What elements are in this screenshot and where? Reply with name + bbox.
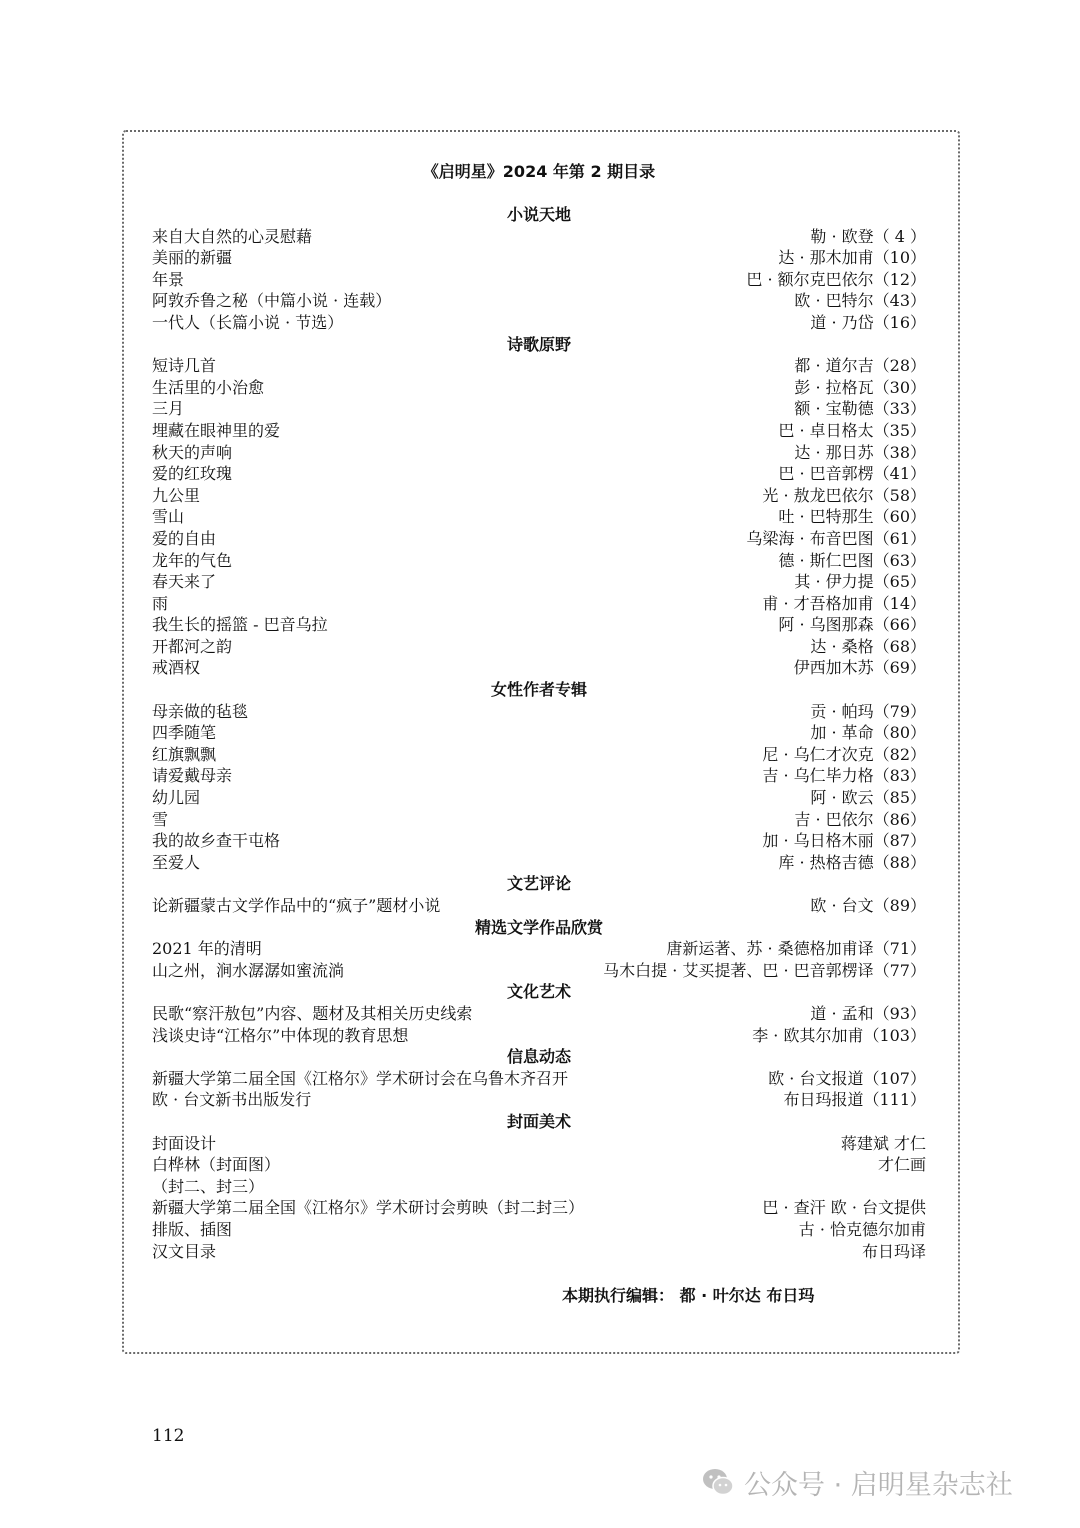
entry-author-page: 吐 · 巴特那生（60） — [778, 507, 926, 527]
entry-author-page: 古 · 恰克德尔加甫 — [798, 1219, 926, 1239]
section-heading: 诗歌原野 — [506, 334, 571, 354]
entry-title: 秋天的声响 — [152, 442, 233, 462]
entry-author-page: 马木白提 · 艾买提著、巴 · 巴音郭楞译（77） — [603, 960, 926, 980]
entry-author-page: 额 · 宝勒德（33） — [794, 399, 926, 419]
toc-entry — [152, 1089, 926, 1111]
toc-entry — [152, 614, 926, 636]
executive-editor-line: 本期执行编辑： 都 · 叶尔达 布日玛 — [562, 1286, 815, 1306]
entry-author-page: 尼 · 乌仁才次克（82） — [762, 744, 926, 764]
entry-author-page: 阿 · 乌图那森（66） — [778, 615, 926, 635]
section-heading: 封面美术 — [506, 1111, 571, 1131]
toc-entry — [152, 1003, 926, 1025]
toc-entry — [152, 657, 926, 679]
entry-title: 汉文目录 — [152, 1241, 217, 1261]
entry-title: 戒酒权 — [152, 658, 201, 678]
entry-author-page: 吉 · 巴依尔（86） — [794, 809, 926, 829]
entry-author-page: 欧 · 台文报道（107） — [768, 1068, 926, 1088]
toc-entry — [152, 895, 926, 917]
entry-title: 春天来了 — [152, 572, 217, 592]
entry-title: 生活里的小治愈 — [152, 377, 265, 397]
toc-entry — [152, 938, 926, 960]
entry-author-page: 道 · 孟和（93） — [810, 1003, 926, 1023]
toc-title: 《启明星》2024 年第 2 期目录 — [422, 162, 656, 181]
entry-title: 论新疆蒙古文学作品中的“疯子”题材小说 — [152, 896, 441, 915]
entry-title: 九公里 — [152, 485, 201, 505]
section-heading: 文化艺术 — [506, 982, 571, 1002]
toc-entry — [152, 398, 926, 420]
entry-title: 四季随笔 — [152, 723, 217, 743]
toc-entry — [152, 1133, 926, 1155]
toc-entry — [152, 377, 926, 399]
entry-author-page: 德 · 斯仁巴图（63） — [778, 550, 926, 570]
entry-author-page: 李 · 欧其尔加甫（103） — [752, 1025, 926, 1045]
entry-title: 民歌“察汗敖包”内容、题材及其相关历史线索 — [152, 1003, 473, 1023]
entry-title: 2021 年的清明 — [152, 939, 262, 959]
entry-author-page: 库 · 热格吉德（88） — [778, 852, 926, 872]
toc-entry — [152, 787, 926, 809]
entry-title: 埋藏在眼神里的爱 — [152, 420, 281, 440]
entry-title: 年景 — [152, 269, 185, 289]
entry-author-page: 都 · 道尔吉（28） — [794, 356, 926, 376]
entry-author-page: 蒋建斌 才仁 — [840, 1133, 926, 1153]
entry-title: 母亲做的毡毯 — [152, 701, 249, 721]
toc-entry — [152, 852, 926, 874]
toc-entry — [152, 765, 926, 787]
entry-author-page: 巴 · 额尔克巴依尔（12） — [746, 269, 926, 289]
toc-entry — [152, 528, 926, 550]
toc-entry — [152, 1241, 926, 1263]
toc-entry — [152, 1068, 926, 1090]
toc-entry — [152, 355, 926, 377]
toc-entry — [152, 809, 926, 831]
entry-author-page: 布日玛译 — [861, 1241, 926, 1261]
entry-author-page: 其 · 伊力提（65） — [794, 572, 926, 592]
entry-title: 红旗飘飘 — [152, 744, 217, 764]
entry-author-page: 达 · 那木加甫（10） — [778, 248, 926, 268]
entry-author-page: 贡 · 帕玛（79） — [810, 701, 926, 721]
entry-author-page: 巴 · 卓日格太（35） — [778, 420, 926, 440]
entry-title: 三月 — [152, 399, 185, 419]
entry-title: 新疆大学第二届全国《江格尔》学术研讨会剪映（封二封三） — [152, 1198, 585, 1218]
entry-title: 美丽的新疆 — [152, 248, 233, 268]
entry-author-page: 加 · 革命（80） — [810, 723, 926, 743]
toc-entry — [152, 744, 926, 766]
toc-entry — [152, 701, 926, 723]
entry-title: 白桦林（封面图） — [152, 1155, 281, 1175]
toc-entry — [152, 506, 926, 528]
entry-author-page: 巴 · 巴音郭楞（41） — [778, 464, 926, 484]
entry-author-page: 欧 · 台文（89） — [810, 896, 926, 915]
entry-title: 山之州，涧水潺潺如蜜流淌 — [152, 960, 345, 980]
watermark-text: 公众号 · 启明星杂志社 — [744, 1469, 1013, 1501]
section-heading: 精选文学作品欣赏 — [474, 917, 603, 937]
entry-title: 浅谈史诗“江格尔”中体现的教育思想 — [152, 1025, 409, 1045]
entry-title: 请爱戴母亲 — [152, 766, 233, 786]
toc-entry — [152, 226, 926, 248]
toc-entry — [152, 571, 926, 593]
toc-entry — [152, 1025, 926, 1047]
entry-author-page: 甫 · 才吾格加甫（14） — [762, 593, 926, 613]
watermark — [700, 1462, 1013, 1502]
entry-author-page: 巴 · 查汗 欧 · 台文提供 — [762, 1198, 926, 1218]
toc-entry — [152, 960, 926, 982]
table-of-contents — [152, 160, 926, 1308]
entry-title: 爱的自由 — [152, 528, 217, 548]
toc-entry — [152, 1154, 926, 1176]
entry-title: 欧 · 台文新书出版发行 — [152, 1090, 312, 1110]
wechat-icon — [700, 1464, 736, 1500]
entry-title: 阿敦乔鲁之秘（中篇小说 · 连载） — [152, 291, 392, 311]
entry-author-page: 吉 · 乌仁毕力格（83） — [762, 766, 926, 786]
entry-author-page: 加 · 乌日格木丽（87） — [762, 831, 926, 851]
toc-entry — [152, 1176, 926, 1198]
entry-author-page: 道 · 乃岱（16） — [810, 312, 926, 332]
entry-title: 我的故乡查干屯格 — [152, 831, 281, 851]
toc-entry — [152, 247, 926, 269]
toc-entry — [152, 312, 926, 334]
entry-author-page: 阿 · 欧云（85） — [810, 788, 926, 808]
toc-entry — [152, 593, 926, 615]
section-heading: 信息动态 — [506, 1047, 571, 1067]
toc-entry — [152, 722, 926, 744]
toc-entry — [152, 1197, 926, 1219]
page-number: 112 — [152, 1426, 185, 1446]
entry-title: （封二、封三） — [152, 1176, 265, 1196]
entry-title: 龙年的气色 — [152, 550, 233, 570]
entry-title: 排版、插图 — [152, 1219, 233, 1239]
toc-entry — [152, 420, 926, 442]
entry-title: 雨 — [152, 593, 169, 613]
entry-title: 我生长的摇篮 - 巴音乌拉 — [152, 615, 328, 635]
entry-author-page: 光 · 敖龙巴依尔（58） — [762, 485, 926, 505]
entry-author-page: 乌梁海 · 布音巴图（61） — [746, 528, 926, 548]
entry-author-page: 布日玛报道（111） — [783, 1090, 926, 1110]
entry-author-page — [914, 1176, 926, 1198]
entry-author-page: 彭 · 拉格瓦（30） — [794, 377, 926, 397]
entry-title: 雪山 — [152, 507, 185, 527]
entry-title: 幼儿园 — [152, 788, 201, 808]
entry-author-page: 达 · 桑格（68） — [810, 636, 926, 656]
toc-entry — [152, 290, 926, 312]
toc-sections — [152, 204, 926, 1262]
toc-entry — [152, 636, 926, 658]
entry-author-page: 伊西加木苏（69） — [793, 658, 926, 678]
entry-title: 封面设计 — [152, 1133, 217, 1153]
entry-title: 雪 — [152, 809, 169, 829]
section-heading: 小说天地 — [506, 205, 571, 224]
section-heading: 文艺评论 — [506, 874, 571, 894]
entry-author-page: 欧 · 巴特尔（43） — [794, 291, 926, 311]
entry-author-page: 才仁画 — [877, 1155, 926, 1175]
entry-title: 爱的红玫瑰 — [152, 464, 233, 484]
entry-author-page: 勒 · 欧登（ 4 ） — [810, 226, 926, 246]
entry-title: 一代人（长篇小说 · 节选） — [152, 312, 344, 332]
entry-title: 至爱人 — [152, 852, 201, 872]
toc-entry — [152, 463, 926, 485]
entry-title: 短诗几首 — [152, 356, 217, 376]
toc-entry — [152, 269, 926, 291]
entry-title: 开都河之韵 — [152, 636, 233, 656]
entry-title: 来自大自然的心灵慰藉 — [152, 226, 313, 246]
toc-entry — [152, 485, 926, 507]
toc-entry — [152, 442, 926, 464]
toc-entry — [152, 550, 926, 572]
section-heading: 女性作者专辑 — [490, 680, 587, 700]
toc-entry — [152, 1219, 926, 1241]
toc-entry — [152, 830, 926, 852]
entry-author-page: 达 · 那日苏（38） — [794, 442, 926, 462]
entry-title: 新疆大学第二届全国《江格尔》学术研讨会在乌鲁木齐召开 — [152, 1068, 569, 1088]
entry-author-page: 唐新运著、苏 · 桑德格加甫译（71） — [666, 939, 926, 959]
